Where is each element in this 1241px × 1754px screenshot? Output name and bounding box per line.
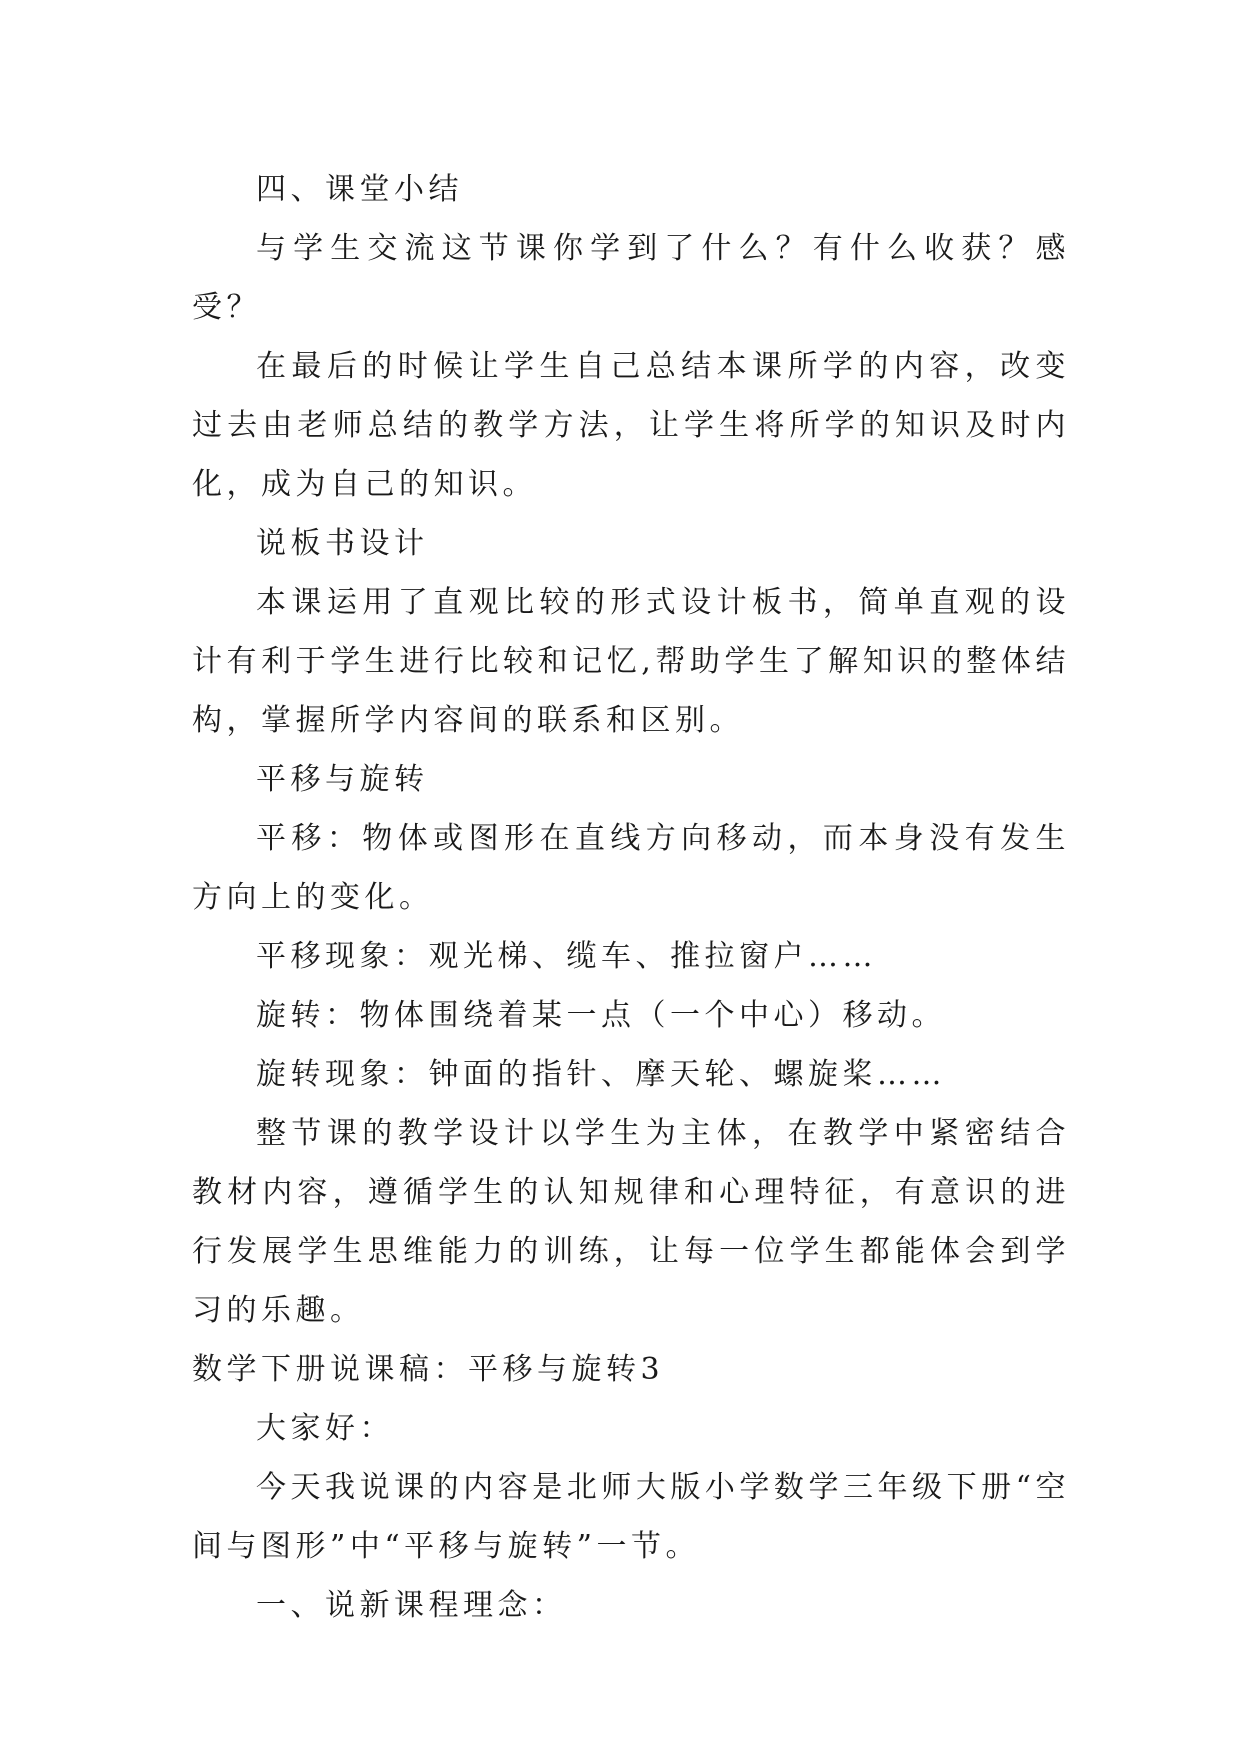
- section-heading-board-design: 说板书设计: [256, 526, 429, 561]
- paragraph: 今天我说课的内容是北师大版小学数学三年级下册“空间与图形”中“平移与旋转”一节。: [192, 1470, 1070, 1564]
- article-title: 数学下册说课稿：平移与旋转3: [192, 1352, 665, 1387]
- paragraph: 在最后的时候让学生自己总结本课所学的内容，改变过去由老师总结的教学方法，让学生将所学的知识及时内化，成为自己的知识。: [192, 349, 1070, 502]
- document-body: [192, 160, 1070, 1635]
- paragraph: 平移现象：观光梯、缆车、推拉窗户……: [256, 939, 877, 974]
- paragraph: 与学生交流这节课你学到了什么？有什么收获？感受？: [192, 231, 1070, 325]
- paragraph: 本课运用了直观比较的形式设计板书，简单直观的设计有利于学生进行比较和记忆,帮助学生了解知识的整体结构，掌握所学内容间的联系和区别。: [192, 585, 1070, 738]
- paragraph: 旋转：物体围绕着某一点（一个中心）移动。: [256, 998, 946, 1033]
- section-heading-new-curriculum: 一、说新课程理念：: [256, 1588, 567, 1623]
- greeting: 大家好：: [256, 1411, 394, 1446]
- section-heading-class-summary: 四、课堂小结: [256, 172, 463, 207]
- board-title: 平移与旋转: [256, 762, 429, 797]
- paragraph: 平移：物体或图形在直线方向移动，而本身没有发生方向上的变化。: [192, 821, 1070, 915]
- paragraph: 整节课的教学设计以学生为主体，在教学中紧密结合教材内容，遵循学生的认知规律和心理特征，有意识的进行发展学生思维能力的训练，让每一位学生都能体会到学习的乐趣。: [192, 1116, 1070, 1328]
- paragraph: 旋转现象：钟面的指针、摩天轮、螺旋桨……: [256, 1057, 946, 1092]
